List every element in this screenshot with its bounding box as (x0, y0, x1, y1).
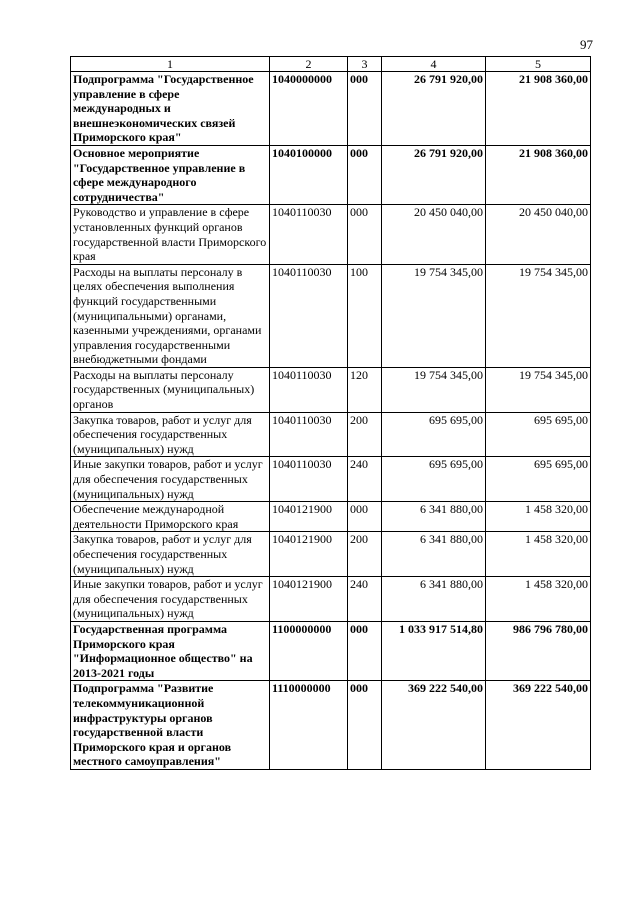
page-number: 97 (580, 37, 593, 52)
row-type-cell: 000 (348, 72, 382, 146)
table-row (71, 621, 591, 680)
row-sum1-cell: 26 791 920,00 (382, 145, 486, 204)
row-sum1-cell: 695 695,00 (382, 412, 486, 457)
row-name-cell: Руководство и управление в сфере установленных функций органов государственной власти Приморского края (71, 205, 270, 264)
table-row (71, 367, 591, 412)
row-sum2-cell: 21 908 360,00 (486, 145, 591, 204)
row-code-cell: 1040121900 (270, 502, 348, 532)
row-name-cell: Расходы на выплаты персоналу в целях обеспечения выполнения функций государственными (муниципальными) органами, казенными учреждениями, органами управления государственными внебюджетными фондами (71, 264, 270, 367)
table-row (71, 457, 591, 502)
header-col-sum1: 4 (382, 57, 486, 72)
row-name-cell: Подпрограмма "Государственное управление в сфере международных и внешнеэкономических связей Приморского края" (71, 72, 270, 146)
row-name-cell: Государственная программа Приморского края "Информационное общество" на 2013-2021 годы (71, 621, 270, 680)
row-sum2-cell: 19 754 345,00 (486, 264, 591, 367)
header-col-code: 2 (270, 57, 348, 72)
table-header-row (71, 57, 591, 72)
row-name-cell: Обеспечение международной деятельности Приморского края (71, 502, 270, 532)
row-code-cell: 1040121900 (270, 577, 348, 622)
row-type-cell: 000 (348, 205, 382, 264)
table-row (71, 264, 591, 367)
row-name-cell: Основное мероприятие "Государственное управление в сфере международного сотрудничества" (71, 145, 270, 204)
row-sum1-cell: 6 341 880,00 (382, 577, 486, 622)
table-row (71, 205, 591, 264)
row-code-cell: 1040110030 (270, 367, 348, 412)
header-col-sum2: 5 (486, 57, 591, 72)
row-type-cell: 200 (348, 532, 382, 577)
row-type-cell: 200 (348, 412, 382, 457)
row-code-cell: 1100000000 (270, 621, 348, 680)
row-name-cell: Расходы на выплаты персоналу государственных (муниципальных) органов (71, 367, 270, 412)
table-row (71, 502, 591, 532)
row-sum1-cell: 6 341 880,00 (382, 532, 486, 577)
row-code-cell: 1040100000 (270, 145, 348, 204)
row-sum1-cell: 20 450 040,00 (382, 205, 486, 264)
row-sum2-cell: 695 695,00 (486, 457, 591, 502)
row-sum1-cell: 695 695,00 (382, 457, 486, 502)
row-sum2-cell: 986 796 780,00 (486, 621, 591, 680)
row-type-cell: 000 (348, 145, 382, 204)
row-sum2-cell: 21 908 360,00 (486, 72, 591, 146)
table-row (71, 532, 591, 577)
row-sum2-cell: 20 450 040,00 (486, 205, 591, 264)
row-sum1-cell: 19 754 345,00 (382, 264, 486, 367)
row-name-cell: Иные закупки товаров, работ и услуг для обеспечения государственных (муниципальных) нужд (71, 457, 270, 502)
row-type-cell: 000 (348, 502, 382, 532)
row-code-cell: 1040110030 (270, 412, 348, 457)
row-name-cell: Закупка товаров, работ и услуг для обеспечения государственных (муниципальных) нужд (71, 412, 270, 457)
row-type-cell: 240 (348, 457, 382, 502)
row-sum2-cell: 695 695,00 (486, 412, 591, 457)
row-sum2-cell: 1 458 320,00 (486, 532, 591, 577)
row-code-cell: 1040000000 (270, 72, 348, 146)
row-sum2-cell: 1 458 320,00 (486, 577, 591, 622)
row-name-cell: Закупка товаров, работ и услуг для обеспечения государственных (муниципальных) нужд (71, 532, 270, 577)
row-type-cell: 000 (348, 681, 382, 770)
row-sum1-cell: 6 341 880,00 (382, 502, 486, 532)
row-sum2-cell: 369 222 540,00 (486, 681, 591, 770)
table-row (71, 412, 591, 457)
row-sum1-cell: 19 754 345,00 (382, 367, 486, 412)
row-code-cell: 1040110030 (270, 457, 348, 502)
table-row (71, 145, 591, 204)
row-type-cell: 100 (348, 264, 382, 367)
row-code-cell: 1110000000 (270, 681, 348, 770)
row-sum2-cell: 19 754 345,00 (486, 367, 591, 412)
row-type-cell: 000 (348, 621, 382, 680)
row-type-cell: 120 (348, 367, 382, 412)
budget-table (70, 56, 591, 770)
row-name-cell: Иные закупки товаров, работ и услуг для обеспечения государственных (муниципальных) нужд (71, 577, 270, 622)
row-sum1-cell: 369 222 540,00 (382, 681, 486, 770)
row-code-cell: 1040110030 (270, 205, 348, 264)
row-code-cell: 1040110030 (270, 264, 348, 367)
row-code-cell: 1040121900 (270, 532, 348, 577)
table-row (71, 681, 591, 770)
row-name-cell: Подпрограмма "Развитие телекоммуникационной инфраструктуры органов государственной власти Приморского края и органов местного самоуправления" (71, 681, 270, 770)
row-sum1-cell: 1 033 917 514,80 (382, 621, 486, 680)
row-sum2-cell: 1 458 320,00 (486, 502, 591, 532)
table-row (71, 72, 591, 146)
header-col-type: 3 (348, 57, 382, 72)
header-col-name: 1 (71, 57, 270, 72)
table-row (71, 577, 591, 622)
row-type-cell: 240 (348, 577, 382, 622)
row-sum1-cell: 26 791 920,00 (382, 72, 486, 146)
